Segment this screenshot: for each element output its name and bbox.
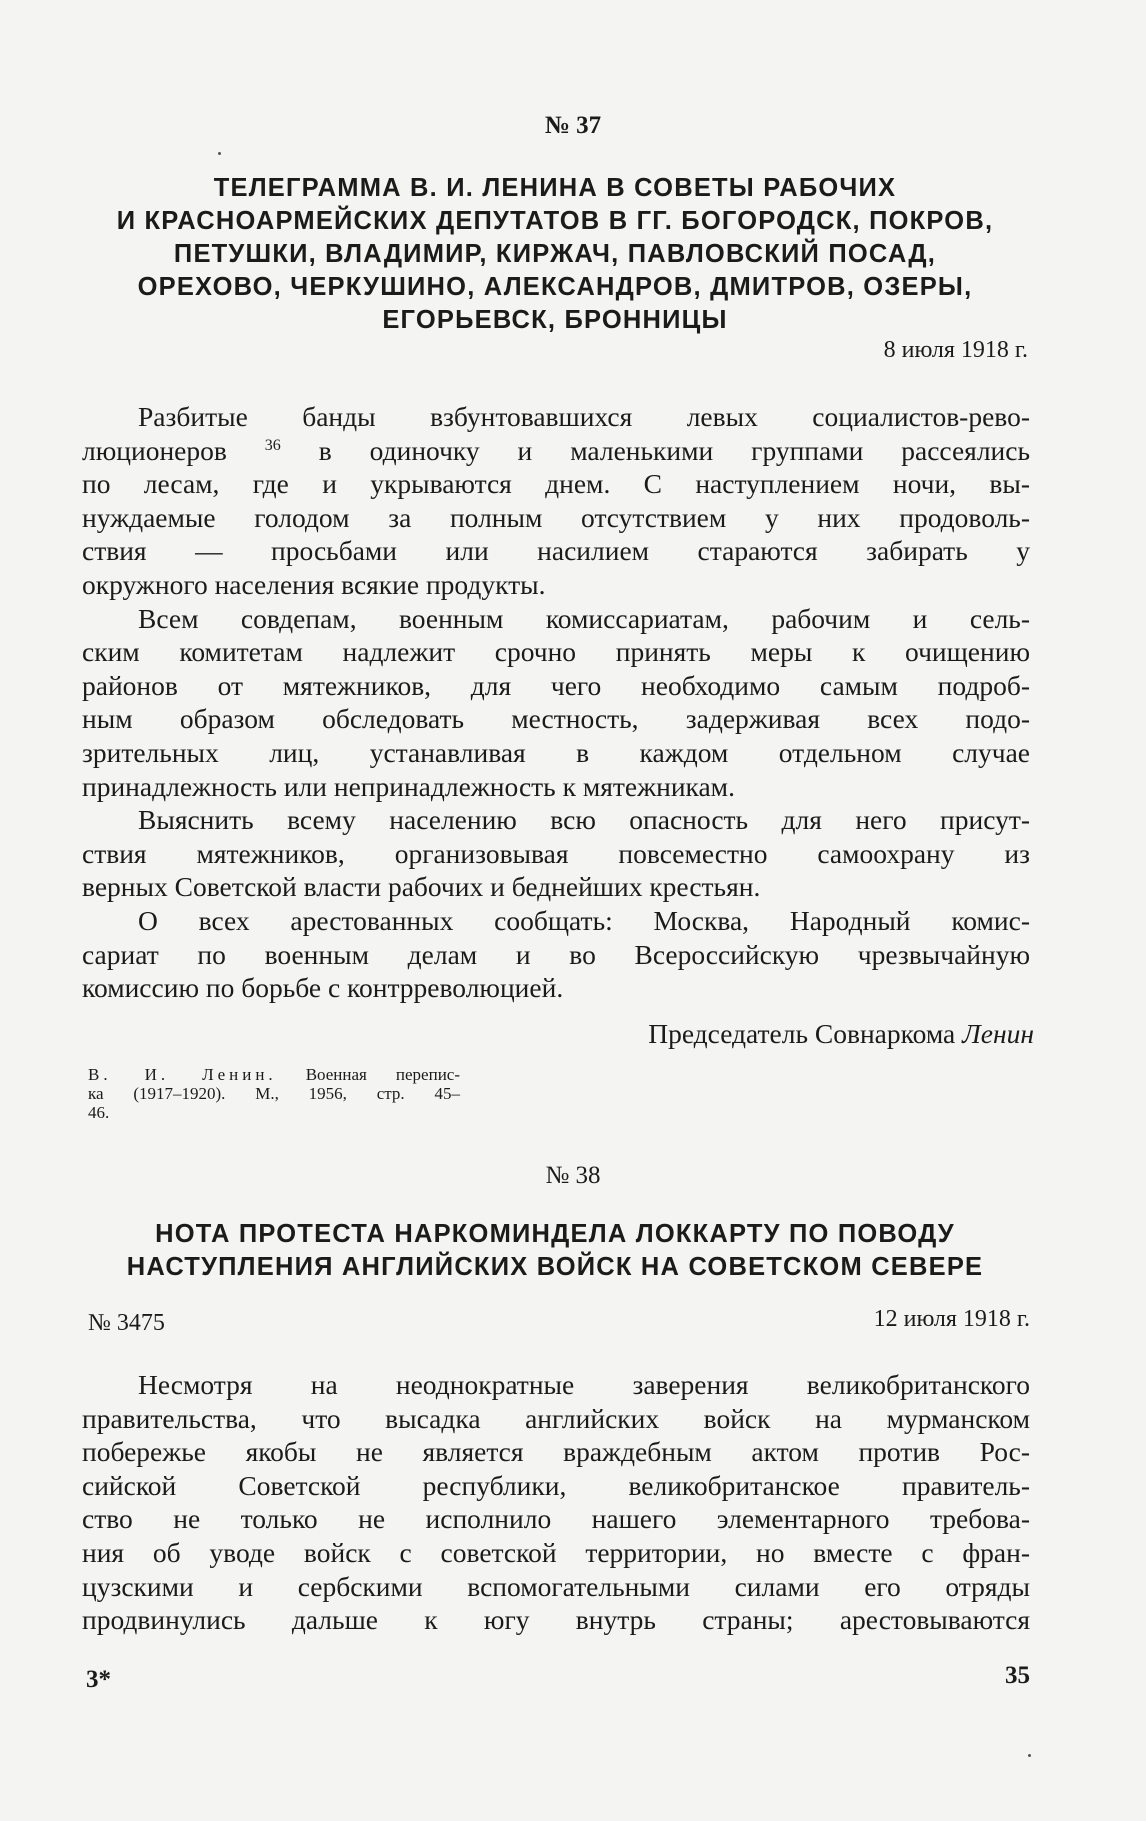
note-body bbox=[82, 1368, 1030, 1637]
signature-title: Председатель Совнаркома bbox=[648, 1018, 956, 1049]
telegram-title bbox=[80, 172, 1030, 337]
citation-line bbox=[88, 1065, 460, 1084]
signature-block bbox=[648, 1018, 1034, 1050]
paragraph-line: ствия мятежников, организовывая повсеместно самоохрану из bbox=[82, 837, 1030, 869]
telegram-body bbox=[82, 400, 1030, 1005]
paragraph-line: ским комитетам надлежит срочно принять меры к очищению bbox=[82, 636, 1030, 668]
note-title bbox=[80, 1218, 1030, 1284]
title-line: ТЕЛЕГРАММА В. И. ЛЕНИНА В СОВЕТЫ РАБОЧИХ bbox=[213, 174, 897, 202]
telegram-date: 8 июля 1918 г. bbox=[883, 337, 1028, 363]
paragraph-line: Выяснить всему населению всю опасность для него присут- bbox=[138, 804, 1030, 836]
paragraph-line: нуждаемые голодом за полным отсутствием у них продоволь- bbox=[82, 501, 1030, 533]
footnote-reference: 36 bbox=[264, 436, 281, 454]
source-citation bbox=[88, 1065, 460, 1122]
citation-line: 46. bbox=[88, 1103, 110, 1122]
document-number-38: № 38 bbox=[545, 1162, 601, 1189]
title-line: ПЕТУШКИ, ВЛАДИМИР, КИРЖАЧ, ПАВЛОВСКИЙ ПОСАД, bbox=[173, 240, 937, 268]
paragraph-line: верных Советской власти рабочих и беднейших крестьян. bbox=[82, 871, 761, 903]
title-line: И КРАСНОАРМЕЙСКИХ ДЕПУТАТОВ В ГГ. БОГОРОДСК, ПОКРОВ, bbox=[116, 207, 994, 235]
paragraph-line-with-footnote bbox=[82, 434, 1030, 468]
paragraph-line: зрительных лиц, устанавливая в каждом отдельном случае bbox=[82, 736, 1030, 768]
paragraph-line: Несмотря на неоднократные заверения великобританского bbox=[138, 1369, 1030, 1400]
print-speck bbox=[1028, 1754, 1031, 1757]
paragraph-line: принадлежность или непринадлежность к мятежникам. bbox=[82, 770, 735, 802]
paragraph-line: Всем совдепам, военным комиссариатам, рабочим и сель- bbox=[138, 602, 1030, 634]
citation-line: ка (1917–1920). М., 1956, стр. 45– bbox=[88, 1084, 460, 1103]
paragraph-line: ным образом обследовать местность, задерживая всех подо- bbox=[82, 703, 1030, 735]
note-reference-number: № 3475 bbox=[88, 1310, 165, 1336]
paragraph-line: сариат по военным делам и во Всероссийскую чрезвычайную bbox=[82, 938, 1030, 970]
title-line: ОРЕХОВО, ЧЕРКУШИНО, АЛЕКСАНДРОВ, ДМИТРОВ, ОЗЕРЫ, bbox=[137, 273, 973, 301]
note-date: 12 июля 1918 г. bbox=[873, 1306, 1030, 1332]
paragraph-line-rest: в одиночку и маленькими группами рассеялись bbox=[318, 434, 1031, 466]
title-line: НОТА ПРОТЕСТА НАРКОМИНДЕЛА ЛОККАРТУ ПО ПОВОДУ bbox=[155, 1220, 955, 1248]
page-number: 35 bbox=[1005, 1662, 1030, 1689]
paragraph-line: сийской Советской республики, великобританское правитель- bbox=[82, 1469, 1030, 1501]
document-number-37: № 37 bbox=[544, 112, 602, 139]
paragraph-line: окружного населения всякие продукты. bbox=[82, 568, 546, 600]
paragraph-line: ство не только не исполнило нашего элементарного требова- bbox=[82, 1503, 1030, 1535]
paragraph-line: комиссию по борьбе с контрреволюцией. bbox=[82, 972, 564, 1004]
citation-text: Военная перепис- bbox=[305, 1065, 460, 1084]
paragraph-line: районов от мятежников, для чего необходимо самым подроб- bbox=[82, 669, 1030, 701]
paragraph-line: ствия — просьбами или насилием стараются забирать у bbox=[82, 535, 1030, 567]
title-line: ЕГОРЬЕВСК, БРОННИЦЫ bbox=[382, 306, 728, 334]
paragraph-line: по лесам, где и укрываются днем. С наступлением ночи, вы- bbox=[82, 468, 1030, 500]
signature-mark: 3* bbox=[86, 1666, 111, 1693]
paragraph-line: ния об уводе войск с советской территории, но вместе с фран- bbox=[82, 1536, 1030, 1568]
citation-author: В. И. Ленин. bbox=[88, 1065, 277, 1084]
paragraph-line-start: люционеров bbox=[82, 434, 227, 466]
paragraph-line: Разбитые банды взбунтовавшихся левых социалистов-рево- bbox=[138, 401, 1030, 432]
title-line: НАСТУПЛЕНИЯ АНГЛИЙСКИХ ВОЙСК НА СОВЕТСКОМ СЕВЕРЕ bbox=[126, 1253, 984, 1281]
paragraph-line: правительства, что высадка английских войск на мурманском bbox=[82, 1402, 1030, 1434]
paragraph-line: О всех арестованных сообщать: Москва, Народный комис- bbox=[138, 904, 1030, 936]
paragraph-line: побережье якобы не является враждебным актом против Рос- bbox=[82, 1436, 1030, 1468]
signature-name: Ленин bbox=[962, 1018, 1034, 1049]
paragraph-line: цузскими и сербскими вспомогательными силами его отряды bbox=[82, 1570, 1030, 1602]
print-speck bbox=[218, 152, 221, 155]
paragraph-line: продвинулись дальше к югу внутрь страны; арестовываются bbox=[82, 1604, 1030, 1636]
